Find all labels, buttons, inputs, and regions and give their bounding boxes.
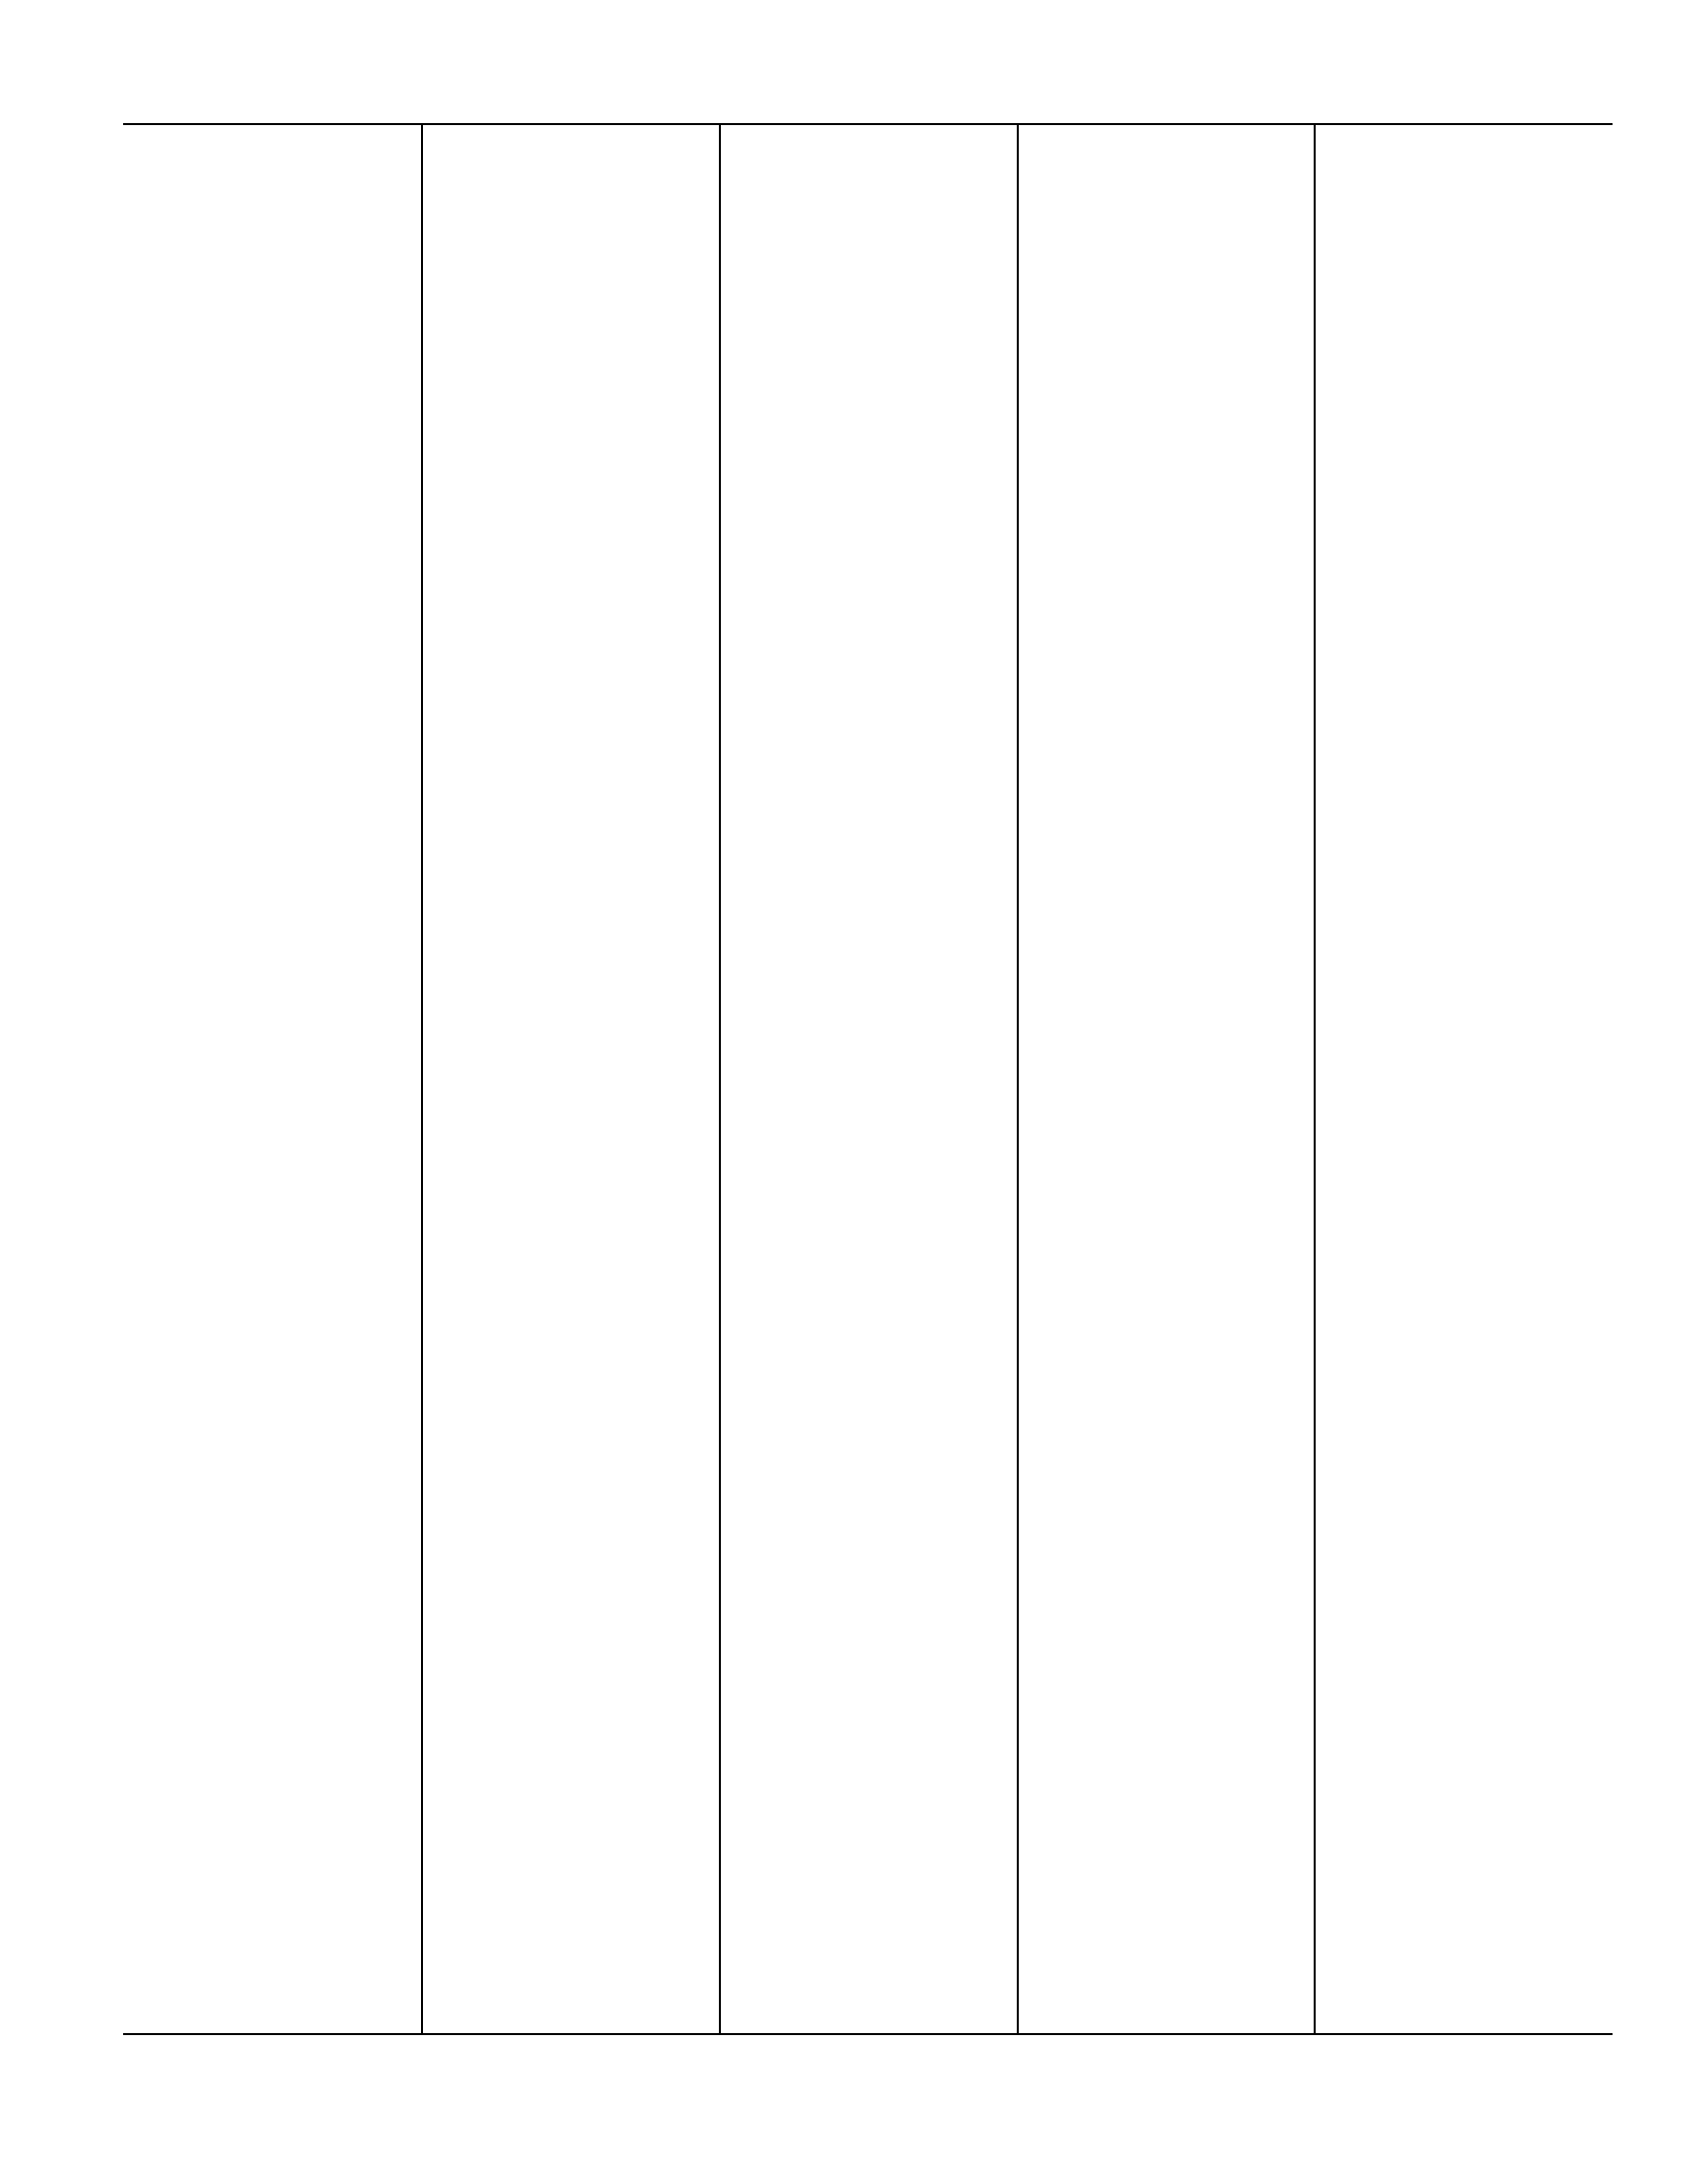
column-divider-2 xyxy=(719,125,721,2035)
header-rule xyxy=(123,123,1613,125)
footer-rule xyxy=(123,2033,1613,2035)
column-divider-1 xyxy=(421,125,423,2035)
column-divider-3 xyxy=(1017,125,1019,2035)
column-divider-4 xyxy=(1314,125,1316,2035)
